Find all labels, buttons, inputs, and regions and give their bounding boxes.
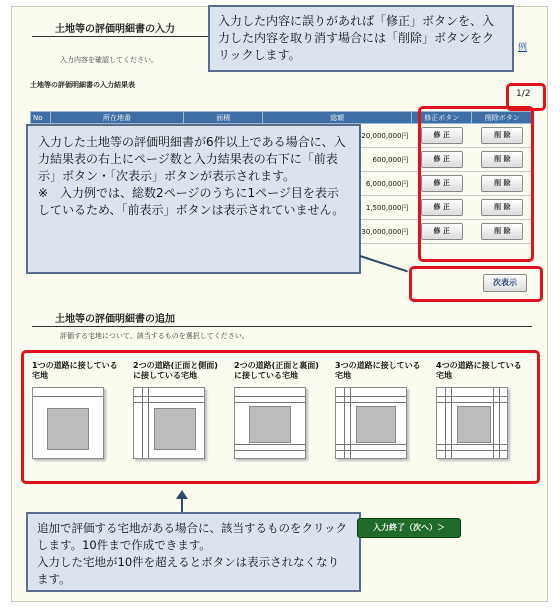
edit-delete-highlight xyxy=(418,106,534,262)
lot-label: 2つの道路(正面と側面)に接している宅地 xyxy=(133,361,218,380)
lot-front-back-road-button[interactable] xyxy=(234,387,306,459)
edit-button[interactable]: 修 正 xyxy=(421,223,463,240)
row-total: 30,000,000円 xyxy=(263,220,412,244)
delete-button[interactable]: 削 除 xyxy=(481,199,523,216)
lot-label: 4つの道路に接している宅地 xyxy=(436,361,522,380)
col-no: No xyxy=(31,112,51,124)
delete-button[interactable]: 削 除 xyxy=(481,127,523,144)
lot-four-road-button[interactable] xyxy=(436,387,508,459)
lot-label: 3つの道路に接している宅地 xyxy=(335,361,421,380)
road-front xyxy=(33,388,103,397)
col-edit: 修正ボタン xyxy=(411,112,471,124)
lot-parcel-icon xyxy=(457,406,491,443)
section-title-input: 土地等の評価明細書の入力 xyxy=(55,24,175,35)
next-page-button[interactable]: 次表示 xyxy=(483,274,527,292)
lot-parcel-icon xyxy=(249,406,291,443)
row-total: 6,000,000円 xyxy=(263,172,412,196)
section-divider xyxy=(32,36,212,37)
callout-pagination: 入力した土地等の評価明細書が6件以上である場合に、入力結果表の右上にページ数と入力結果表の右下に「前表示」ボタン・「次表示」ボタンが表示されます。 ※ 入力例では、総数2ページのうちに1ページ目を表示しているため、「前表示」ボタンは表示されていません。 xyxy=(26,124,361,274)
delete-button[interactable]: 削 除 xyxy=(481,175,523,192)
lot-parcel-icon xyxy=(356,406,396,443)
row-total: 600,000円 xyxy=(263,148,412,172)
col-delete: 削除ボタン xyxy=(472,112,533,124)
edit-button[interactable]: 修 正 xyxy=(421,127,463,144)
callout-edit-delete: 入力した内容に誤りがあれば「修正」ボタンを、入力した内容を取り消す場合には「削除」ボタンをクリックします。 xyxy=(208,5,514,72)
lot-three-road-button[interactable] xyxy=(335,387,407,459)
lot-label: 2つの道路(正面と裏面)に接している宅地 xyxy=(234,361,319,380)
delete-button[interactable]: 削 除 xyxy=(481,151,523,168)
edit-button[interactable]: 修 正 xyxy=(421,199,463,216)
add-instruction: 評価する宅地について、該当するものを選択してください。 xyxy=(60,332,249,340)
col-total: 総額 xyxy=(263,112,412,124)
lot-label: 1つの道路に接している宅地 xyxy=(32,361,118,380)
lot-one-road-button[interactable] xyxy=(32,387,104,459)
row-total: 20,000,000円 xyxy=(263,124,412,148)
lot-parcel-icon xyxy=(47,408,89,450)
edit-button[interactable]: 修 正 xyxy=(421,151,463,168)
lot-corner-road-button[interactable] xyxy=(133,387,205,459)
row-total: 1,500,000円 xyxy=(263,196,412,220)
edit-button[interactable]: 修 正 xyxy=(421,175,463,192)
results-title: 土地等の評価明細書の入力結果表 xyxy=(30,81,135,89)
page-indicator: 1/2 xyxy=(516,89,531,99)
callout-add-lot: 追加で評価する宅地がある場合に、該当するものをクリックします。10件まで作成できます。 入力した宅地が10件を超えるとボタンは表示されなくなります。 xyxy=(26,512,361,592)
confirm-text: 入力内容を確認してください。 xyxy=(60,56,158,64)
delete-button[interactable]: 削 除 xyxy=(481,223,523,240)
section-divider xyxy=(32,326,532,327)
section-title-add: 土地等の評価明細書の追加 xyxy=(55,314,175,325)
lot-parcel-icon xyxy=(154,408,196,450)
example-link[interactable]: 例 xyxy=(518,43,528,53)
col-address: 所在地番 xyxy=(51,112,184,124)
col-area: 面積 xyxy=(183,112,263,124)
arrow-stem xyxy=(181,498,183,512)
finish-input-button[interactable]: 入力終了（次へ）＞ xyxy=(357,518,461,538)
